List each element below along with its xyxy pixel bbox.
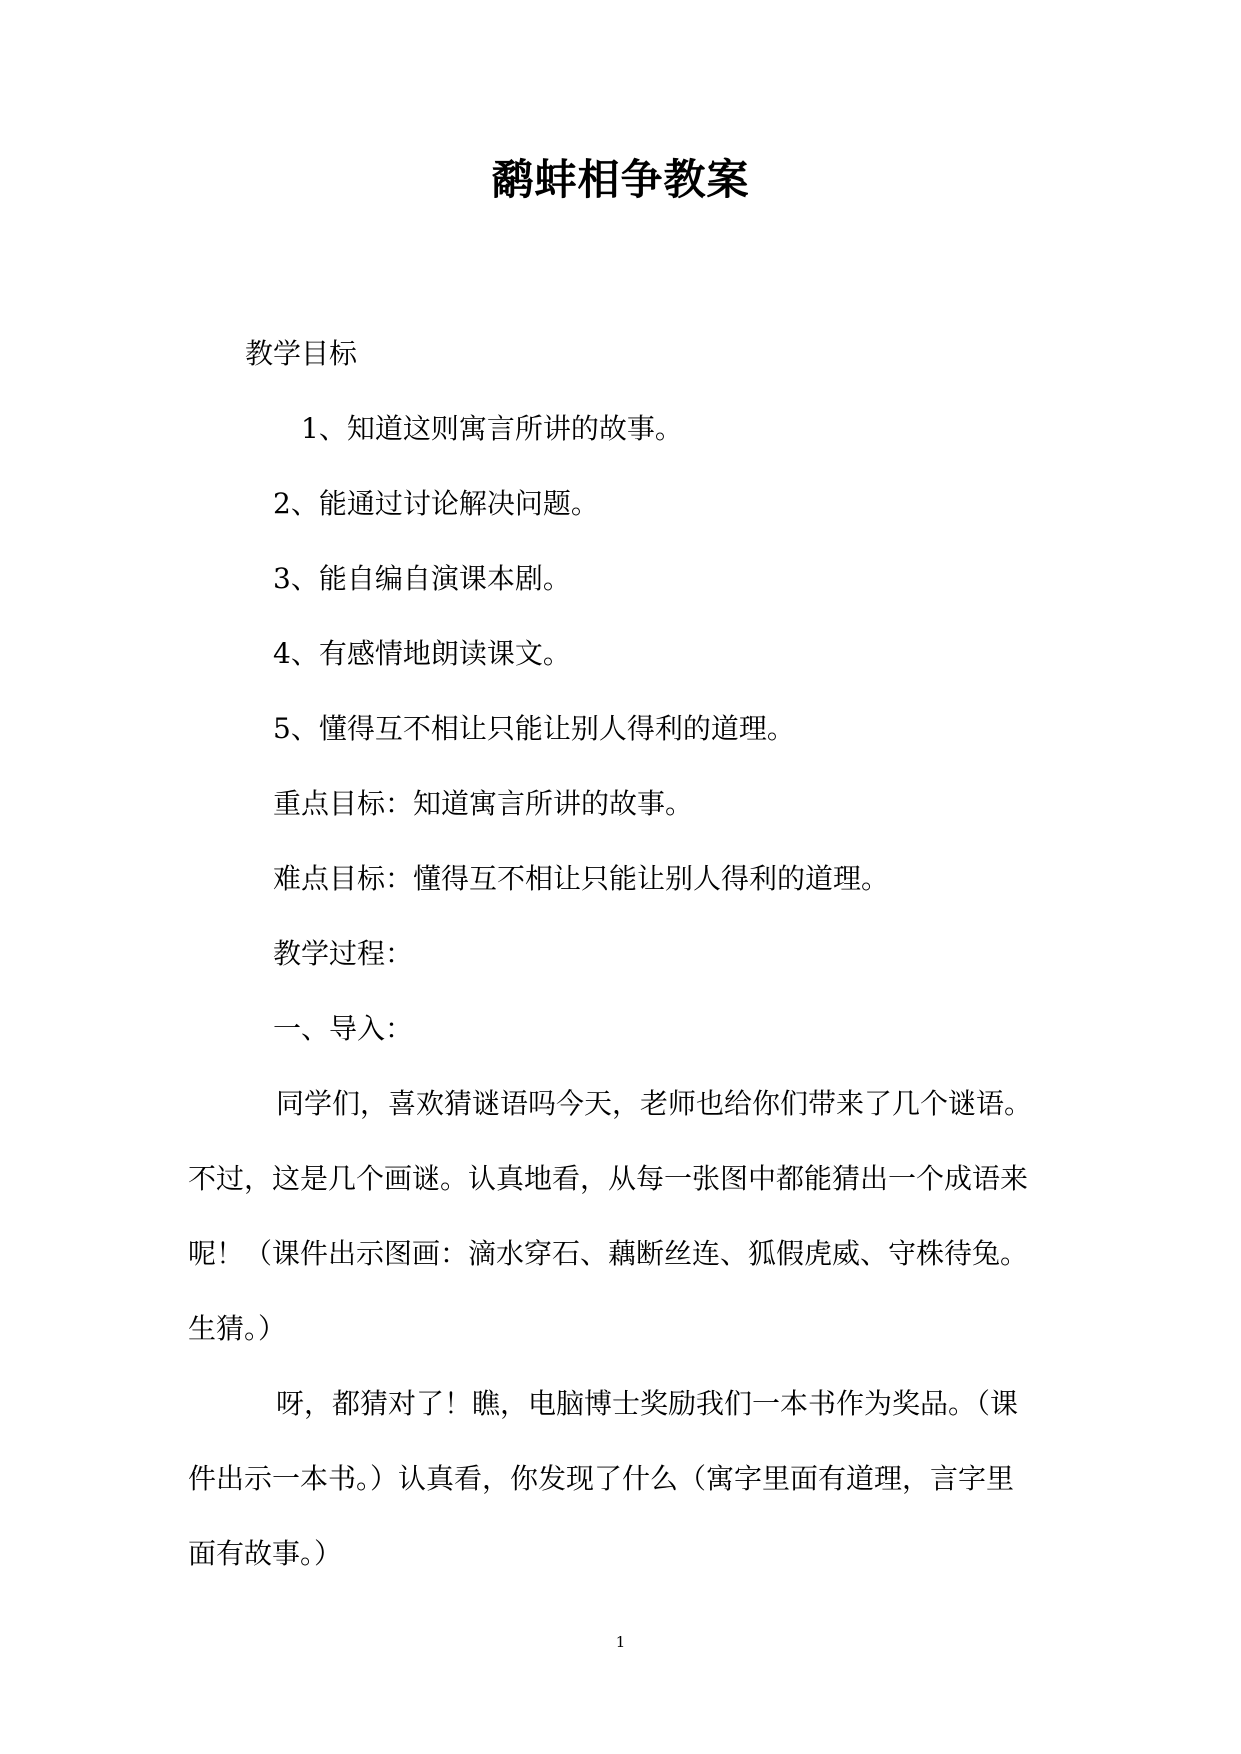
objective-item-4: 4、有感情地朗读课文。 <box>273 637 571 670</box>
objective-item-2: 2、能通过讨论解决问题。 <box>273 487 599 520</box>
paragraph-line: 不过，这是几个画谜。认真地看，从每一张图中都能猜出一个成语来 <box>188 1162 1029 1195</box>
section-heading-process: 教学过程： <box>273 937 414 970</box>
section-heading-objectives: 教学目标 <box>245 337 358 370</box>
key-objective: 重点目标：知道寓言所讲的故事。 <box>273 787 694 820</box>
objective-item-1: 1、知道这则寓言所讲的故事。 <box>301 412 683 445</box>
paragraph-line: 面有故事。） <box>188 1537 343 1570</box>
step-heading-intro: 一、导入： <box>273 1012 414 1045</box>
objective-item-5: 5、懂得互不相让只能让别人得利的道理。 <box>273 712 795 745</box>
difficult-objective: 难点目标：懂得互不相让只能让别人得利的道理。 <box>273 862 890 895</box>
objective-item-3: 3、能自编自演课本剧。 <box>273 562 571 595</box>
paragraph-line: 件出示一本书。）认真看，你发现了什么（寓字里面有道理，言字里 <box>188 1462 1015 1495</box>
paragraph-line: 呀，都猜对了！瞧，电脑博士奖励我们一本书作为奖品。（课 <box>276 1387 1019 1420</box>
paragraph-line: 呢！（课件出示图画：滴水穿石、藕断丝连、狐假虎威、守株待兔。 <box>188 1237 1029 1270</box>
document-title: 鹬蚌相争教案 <box>491 155 750 204</box>
paragraph-line: 同学们，喜欢猜谜语吗今天，老师也给你们带来了几个谜语。 <box>276 1087 1033 1120</box>
paragraph-line: 生猜。） <box>188 1312 287 1345</box>
page-number: 1 <box>615 1633 626 1651</box>
